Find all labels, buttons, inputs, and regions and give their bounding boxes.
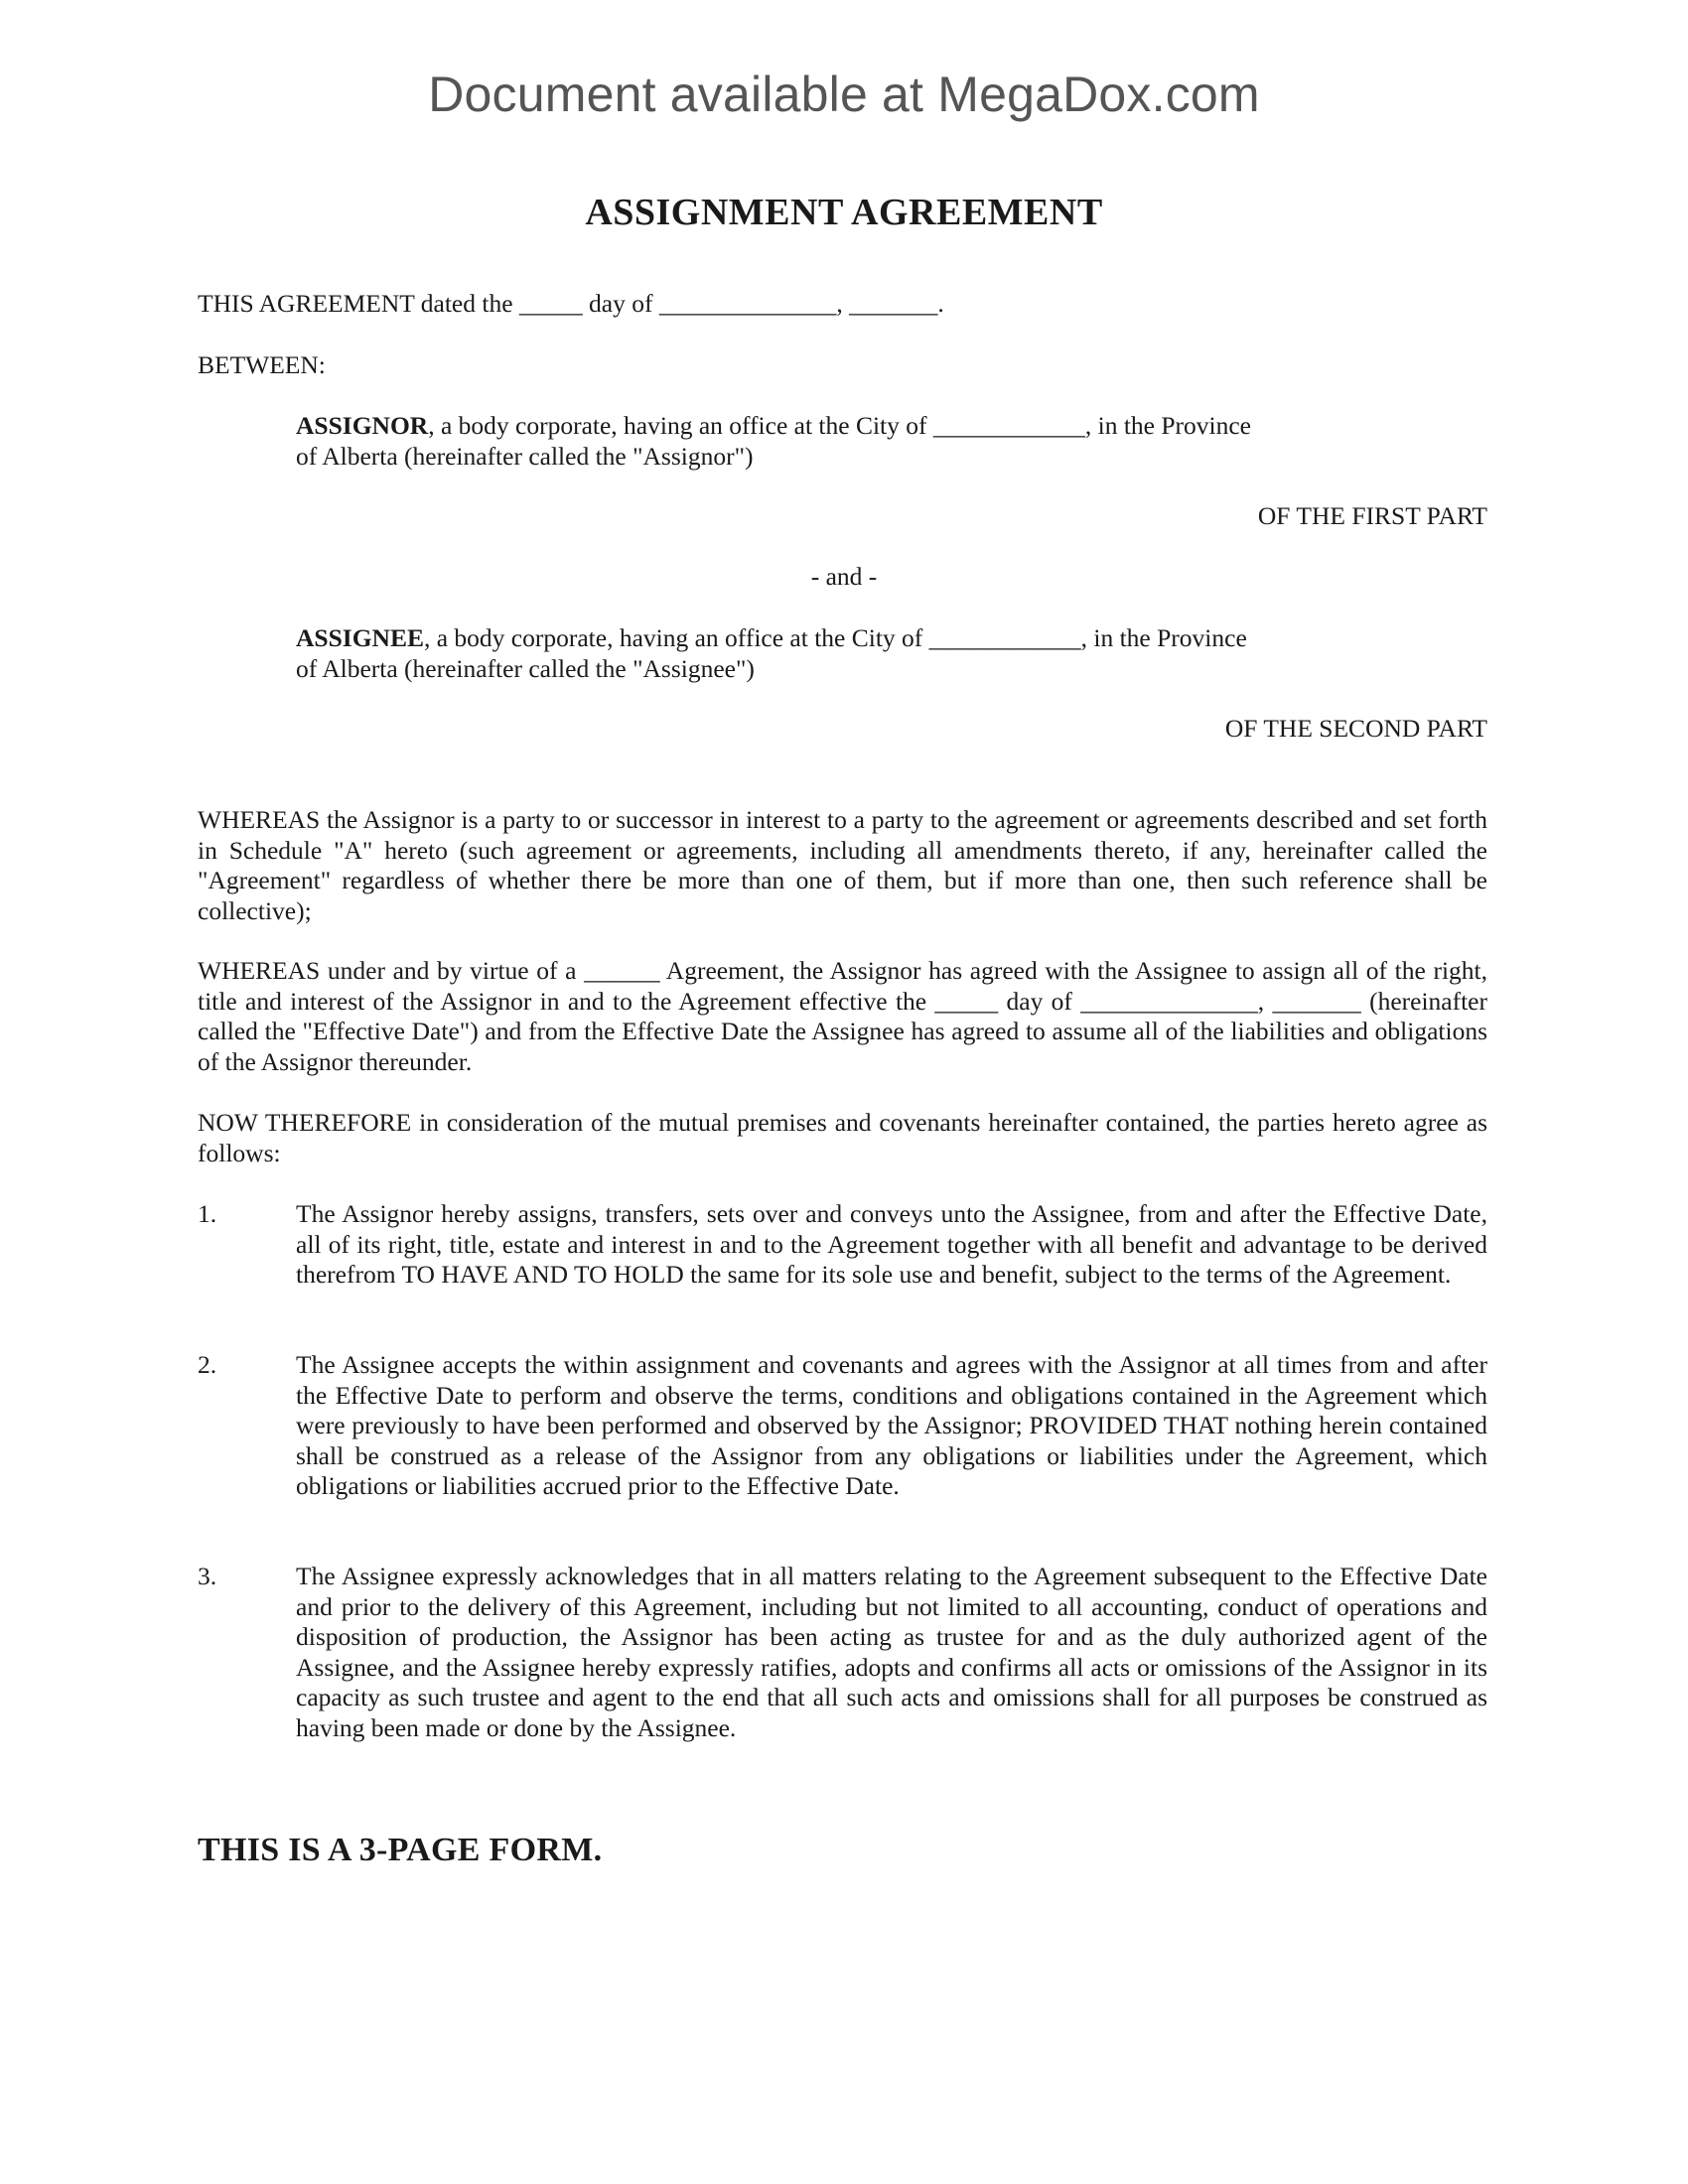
between-label: BETWEEN: xyxy=(198,350,326,379)
clause-2-number: 2. xyxy=(198,1350,217,1379)
clause-2-text: The Assignee accepts the within assignment and covenants and agrees with the Assignor at all times from and after the Effective Date to perform and observe the terms, conditions and obligations contained in the Agreement which were previously to have been performed and observed by the Assignor; PROVIDED THAT nothing herein contained shall be construed as a release of the Assignor from any obligations or liabilities under the Agreement, which obligations or liabilities accrued prior to the Effective Date. xyxy=(296,1350,1487,1500)
clause-3-number: 3. xyxy=(198,1562,217,1590)
assignee-name: ASSIGNEE xyxy=(296,623,424,652)
assignee-description: , a body corporate, having an office at the City of ____________, in the Province xyxy=(423,623,1247,652)
assignee-line-1 xyxy=(296,623,1388,654)
assignor-name: ASSIGNOR xyxy=(296,411,429,440)
dated-line: THIS AGREEMENT dated the _____ day of ______________, _______. xyxy=(198,289,944,318)
page-count-notice: THIS IS A 3-PAGE FORM. xyxy=(198,1832,603,1868)
assignor-description: , a body corporate, having an office at the City of ____________, in the Province xyxy=(428,411,1251,440)
document-title: ASSIGNMENT AGREEMENT xyxy=(585,192,1103,233)
first-part-label: OF THE FIRST PART xyxy=(1257,501,1487,530)
assignor-line-1 xyxy=(296,411,1388,442)
recital-3: NOW THEREFORE in consideration of the mutual premises and covenants hereinafter contained, the parties hereto agree as follows: xyxy=(198,1108,1487,1167)
clause-1-text: The Assignor hereby assigns, transfers, sets over and conveys unto the Assignee, from and after the Effective Date, all of its right, title, estate and interest in and to the Agreement together with all benefit and advantage to be derived therefrom TO HAVE AND TO HOLD the same for its sole use and benefit, subject to the terms of the Agreement. xyxy=(296,1199,1487,1289)
recital-2: WHEREAS under and by virtue of a ______ Agreement, the Assignor has agreed with the Assignee to assign all of the right, title and interest of the Assignor in and to the Agreement effective the _____ day of ______________, _______ (hereinafter called the "Effective Date") and from the Effective Date the Assignee has agreed to assume all of the liabilities and obligations of the Assignor thereunder. xyxy=(198,956,1487,1076)
recital-1: WHEREAS the Assignor is a party to or successor in interest to a party to the agreement or agreements described and set forth in Schedule "A" hereto (such agreement or agreements, including all amendments thereto, if any, hereinafter called the "Agreement" regardless of whether there be more than one of them, but if more than one, then such reference shall be collective); xyxy=(198,805,1487,925)
clause-3-text: The Assignee expressly acknowledges that in all matters relating to the Agreement subsequent to the Effective Date and prior to the delivery of this Agreement, including but not limited to all accounting, conduct of operations and disposition of production, the Assignor has been acting as trustee for and as the duly authorized agent of the Assignee, and the Assignee hereby expressly ratifies, adopts and confirms all acts or omissions of the Assignor in its capacity as such trustee and agent to the end that all such acts and omissions shall for all purposes be construed as having been made or done by the Assignee. xyxy=(296,1562,1487,1742)
clause-1-number: 1. xyxy=(198,1199,217,1228)
megadox-banner: Document available at MegaDox.com xyxy=(428,67,1260,122)
and-separator: - and - xyxy=(810,562,878,591)
assignee-line-2: of Alberta (hereinafter called the "Assignee") xyxy=(296,654,755,683)
assignor-line-2: of Alberta (hereinafter called the "Assignor") xyxy=(296,442,754,471)
second-part-label: OF THE SECOND PART xyxy=(1224,714,1487,743)
